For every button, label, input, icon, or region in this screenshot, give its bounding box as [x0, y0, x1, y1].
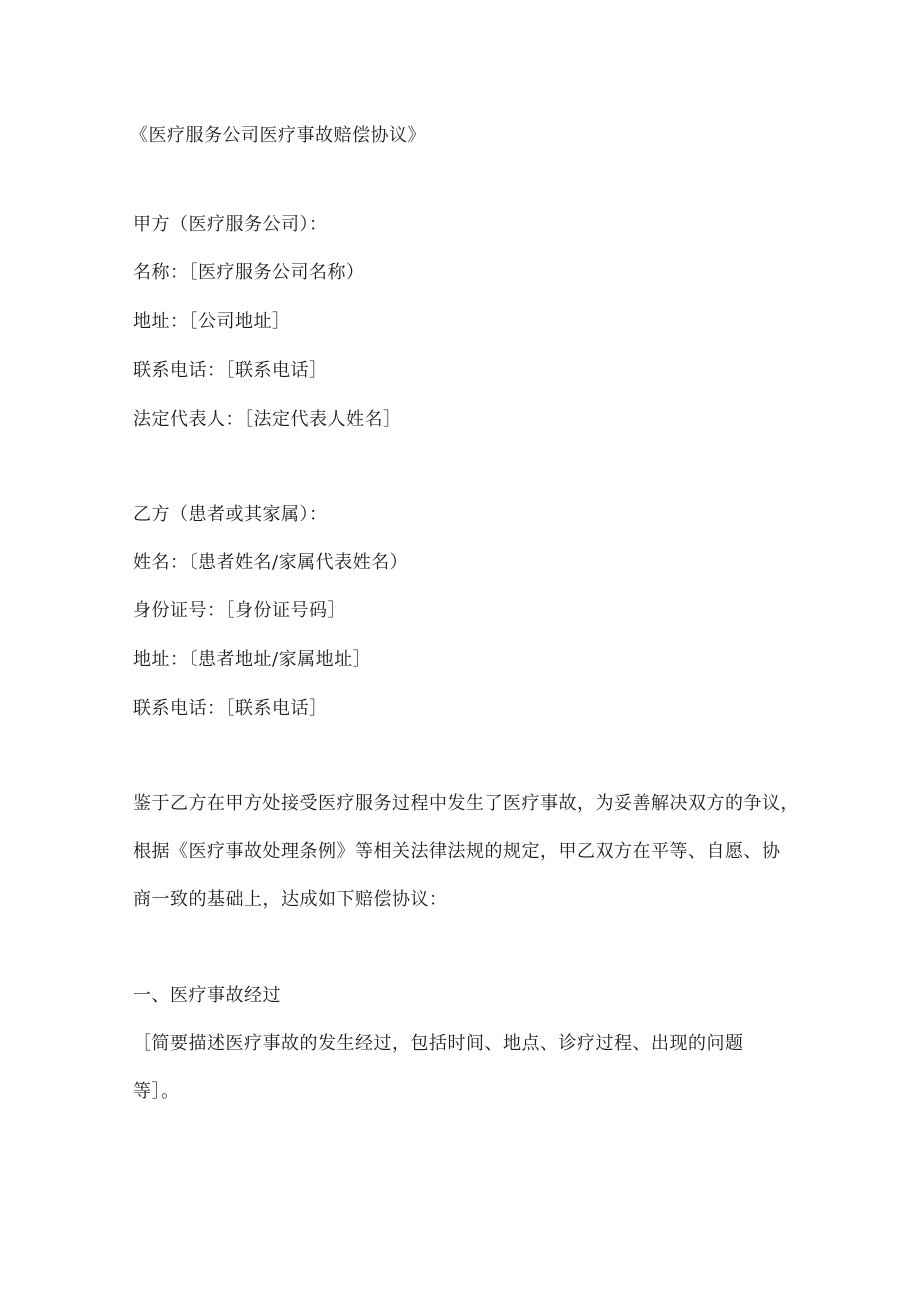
party-a-representative: 法定代表人：［法定代表人姓名］	[133, 409, 402, 430]
party-a-name: 名称：［医疗服务公司名称）	[133, 262, 365, 283]
preamble-line-1: 鉴于乙方在甲方处接受医疗服务过程中发生了医疗事故，为妥善解决双方的争议，	[133, 793, 799, 814]
section-1-heading: 一、医疗事故经过	[133, 985, 281, 1006]
section-1-body-line-2: 等］。	[133, 1081, 180, 1102]
party-a-address: 地址：［公司地址］	[133, 311, 291, 332]
party-b-id-number: 身份证号：［身份证号码］	[133, 600, 346, 621]
party-a-phone: 联系电话：［联系电话］	[133, 360, 328, 381]
section-1-body-line-1: ［简要描述医疗事故的发生经过，包括时间、地点、诊疗过程、出现的问题	[133, 1033, 744, 1054]
party-b-address: 地址：〔患者地址/家属地址］	[133, 649, 372, 670]
party-b-phone: 联系电话：［联系电话］	[133, 698, 328, 719]
party-b-heading: 乙方（患者或其家属）：	[133, 504, 328, 525]
preamble-line-2: 根据《医疗事故处理条例》等相关法律法规的规定，甲乙双方在平等、自愿、协	[133, 841, 781, 862]
party-b-name: 姓名：〔患者姓名/家属代表姓名）	[133, 552, 409, 573]
preamble-line-3: 商一致的基础上，达成如下赔偿协议：	[133, 889, 448, 910]
document-title: 《医疗服务公司医疗事故赔偿协议》	[130, 125, 426, 146]
party-a-heading: 甲方（医疗服务公司）：	[133, 214, 328, 235]
